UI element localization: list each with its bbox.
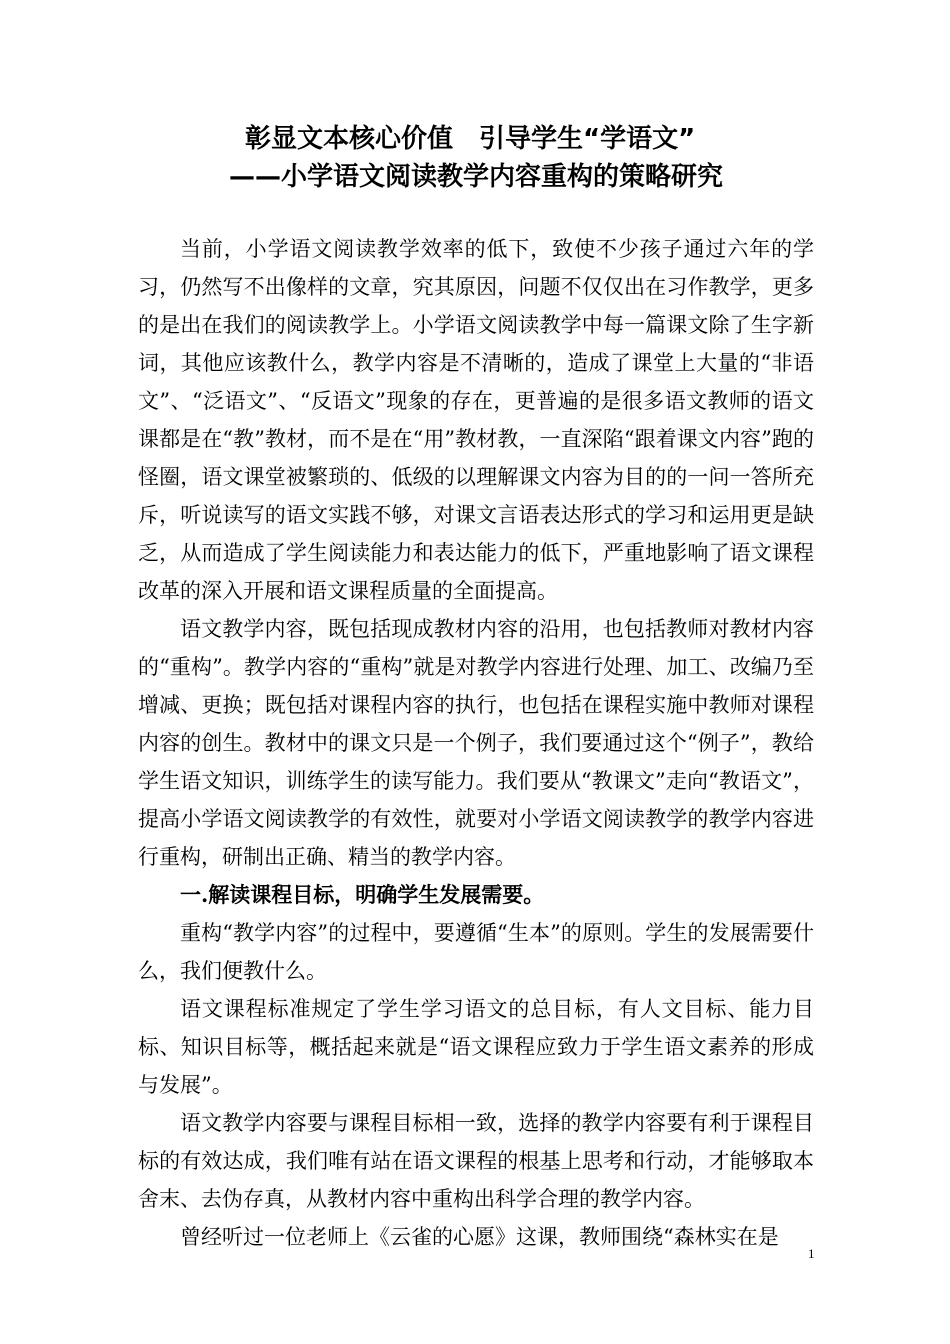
paragraph: 曾经听过一位老师上《云雀的心愿》这课，教师围绕“森林实在是: [180, 1225, 779, 1249]
paragraph: 语文教学内容要与课程目标相一致，选择的教学内容要有利于课程目标的有效达成，我们唯有站在语文课程的根基上思考和行动，才能够取本舍末、去伪存真，从教材内容中重构出科学合理的教学内容。: [138, 1111, 814, 1211]
paragraph: 语文课程标准规定了学生学习语文的总目标，有人文目标、能力目标、知识目标等，概括起来就是“语文课程应致力于学生语文素养的形成与发展”。: [138, 997, 814, 1097]
section-heading: 一.解读课程目标，明确学生发展需要。: [180, 882, 545, 907]
paragraph-definition: 语文教学内容，既包括现成教材内容的沿用，也包括教师对教材内容的“重构”。教学内容的“重构”就是对教学内容进行处理、加工、改编乃至增减、更换；既包括对课程内容的执行，也包括在课程实施中教师对课程内容的创生。教材中的课文只是一个例子，我们要通过这个“例子”，教给学生语文知识，训练学生的读写能力。我们要从“教课文”走向“教语文”， 提高小学语文阅读教学的有效性，就要对小学语文阅读教学的教学内容进行重构，研制出正确、精当的教学内容。: [138, 617, 814, 869]
paragraph-intro: 当前，小学语文阅读教学效率的低下，致使不少孩子通过六年的学习，仍然写不出像样的文章，究其原因，问题不仅仅出在习作教学，更多的是出在我们的阅读教学上。小学语文阅读教学中每一篇课文除了生字新词，其他应该教什么，教学内容是不清晰的，造成了课堂上大量的“非语文”、“泛语文”、“反语文”现象的存在，更普遍的是很多语文教师的语文课都是在“教”教材，而不是在“用”教材教，一直深陷“跟着课文内容”跑的怪圈，语文课堂被繁琐的、低级的以理解课文内容为目的的一问一答所充斥，听说读写的语文实践不够，对课文言语表达形式的学习和运用更是缺乏，从而造成了学生阅读能力和表达能力的低下，严重地影响了语文课程改革的深入开展和语文课程质量的全面提高。: [138, 237, 814, 603]
document-title: 彰显文本核心价值 引导学生“学语文”: [245, 124, 696, 154]
document-subtitle: ——小学语文阅读教学内容重构的策略研究: [229, 162, 724, 192]
document-body: [138, 230, 814, 1256]
title-block: [0, 120, 950, 196]
page-number: 1: [808, 1246, 815, 1261]
paragraph: 重构“教学内容”的过程中，要遵循“生本”的原则。学生的发展需要什么，我们便教什么。: [138, 921, 814, 983]
